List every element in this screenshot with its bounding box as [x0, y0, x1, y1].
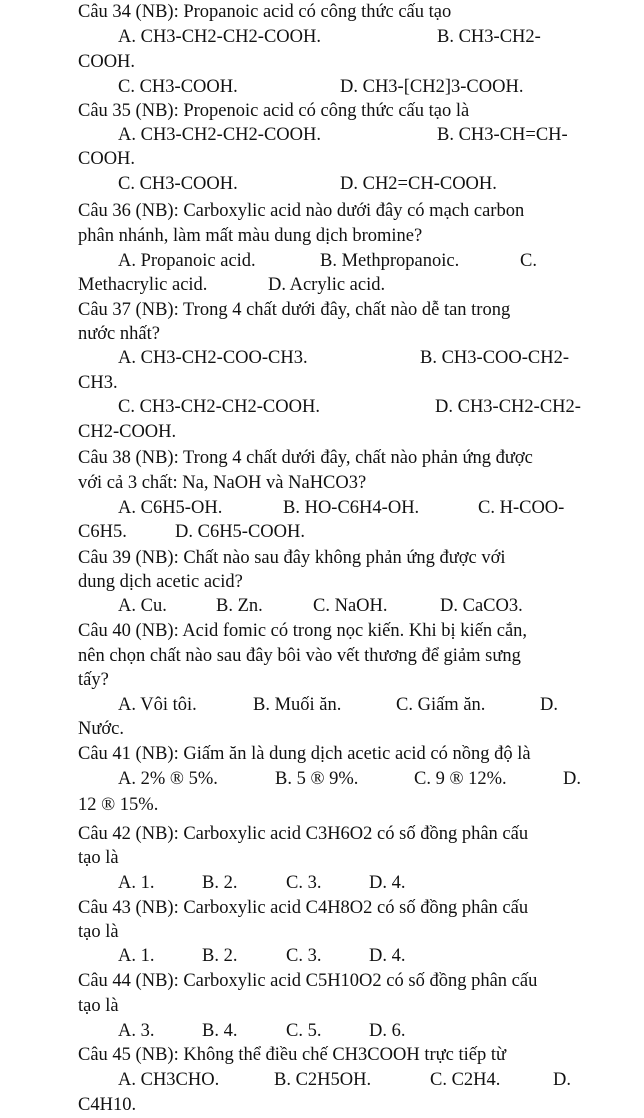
- q45-stem-text: Câu 45 (NB): Không thể điều chế CH3COOH trực tiếp từ: [78, 1045, 507, 1065]
- q41-option-d-cont-text: 12 ® 15%.: [78, 795, 159, 815]
- q35-option-c: C. CH3-COOH.: [118, 174, 238, 194]
- q45-option-c: C. C2H4.: [430, 1070, 501, 1090]
- q37-option-c: C. CH3-CH2-CH2-COOH.: [118, 397, 320, 417]
- q37-stem-line2: [0, 322, 644, 346]
- q44-stem-text2: tạo là: [78, 996, 119, 1016]
- q37-stem-text2: nước nhất?: [78, 324, 160, 344]
- q40-options: [0, 693, 644, 717]
- q44-options: [0, 1019, 644, 1043]
- q40-stem-text2: nên chọn chất nào sau đây bôi vào vết thương để giảm sưng: [78, 646, 521, 666]
- q36-options-row2: [0, 273, 644, 297]
- q38-stem-text2: với cả 3 chất: Na, NaOH và NaHCO3?: [78, 473, 367, 493]
- q34-stem: [0, 0, 644, 24]
- q35-stem: [0, 99, 644, 123]
- q39-option-c: C. NaOH.: [313, 596, 388, 616]
- q34-option-d: D. CH3-[CH2]3-COOH.: [340, 77, 524, 97]
- q40-option-d: D.: [540, 695, 558, 715]
- q41-option-a: A. 2% ® 5%.: [118, 769, 218, 789]
- q37-stem-line1: [0, 298, 644, 322]
- q38-option-a: A. C6H5-OH.: [118, 498, 223, 518]
- q45-option-d-cont: [0, 1093, 644, 1117]
- q43-stem-line1: [0, 896, 644, 920]
- q43-options: [0, 944, 644, 968]
- q38-stem-line1: [0, 446, 644, 470]
- q39-option-d: D. CaCO3.: [440, 596, 523, 616]
- q40-option-a: A. Vôi tôi.: [118, 695, 197, 715]
- q42-stem-line2: [0, 846, 644, 870]
- q43-stem-text1: Câu 43 (NB): Carboxylic acid C4H8O2 có số đồng phân cấu: [78, 898, 529, 918]
- q43-option-b: B. 2.: [202, 946, 238, 966]
- q40-stem-line1: [0, 619, 644, 643]
- q40-stem-text3: tấy?: [78, 670, 109, 690]
- q43-stem-line2: [0, 920, 644, 944]
- q34-option-a: A. CH3-CH2-CH2-COOH.: [118, 27, 321, 47]
- q37-option-b-cont: [0, 371, 644, 395]
- q34-option-b-cont-text: COOH.: [78, 52, 136, 72]
- q37-option-d: D. CH3-CH2-CH2-: [435, 397, 581, 417]
- q37-option-b: B. CH3-COO-CH2-: [420, 348, 570, 368]
- q40-option-c: C. Giấm ăn.: [396, 695, 486, 715]
- q42-option-b: B. 2.: [202, 873, 238, 893]
- q44-option-d: D. 6.: [369, 1021, 406, 1041]
- q36-stem-text1: Câu 36 (NB): Carboxylic acid nào dưới đây có mạch carbon: [78, 201, 525, 221]
- q37-stem-text1: Câu 37 (NB): Trong 4 chất dưới đây, chất nào dễ tan trong: [78, 300, 511, 320]
- q42-options: [0, 871, 644, 895]
- q45-options: [0, 1068, 644, 1092]
- q38-option-d: D. C6H5-COOH.: [175, 522, 306, 542]
- q39-stem-line2: [0, 570, 644, 594]
- q36-option-c-cont: Methacrylic acid.: [78, 275, 208, 295]
- q43-option-a: A. 1.: [118, 946, 155, 966]
- q37-option-d-cont: [0, 420, 644, 444]
- q36-stem-text2: phân nhánh, làm mất màu dung dịch bromine?: [78, 226, 423, 246]
- q35-options-row1: [0, 123, 644, 147]
- q42-stem-text2: tạo là: [78, 848, 119, 868]
- q41-options: [0, 767, 644, 791]
- q39-stem-line1: [0, 546, 644, 570]
- q45-stem: [0, 1043, 644, 1067]
- q40-stem-text1: Câu 40 (NB): Acid fomic có trong nọc kiến. Khi bị kiến cắn,: [78, 621, 528, 641]
- q36-option-c: C.: [520, 251, 537, 271]
- q41-stem: [0, 742, 644, 766]
- q35-options-row2: [0, 172, 644, 196]
- q36-stem-line1: [0, 199, 644, 223]
- q35-option-b-cont-text: COOH.: [78, 149, 136, 169]
- q38-stem-text1: Câu 38 (NB): Trong 4 chất dưới đây, chất nào phản ứng được: [78, 448, 533, 468]
- q41-option-b: B. 5 ® 9%.: [275, 769, 359, 789]
- q34-stem-text: Câu 34 (NB): Propanoic acid có công thức cấu tạo: [78, 2, 452, 22]
- q45-option-d-cont-text: C4H10.: [78, 1095, 137, 1115]
- q38-options-row2: [0, 520, 644, 544]
- q41-option-c: C. 9 ® 12%.: [414, 769, 507, 789]
- q38-option-c-cont: C6H5.: [78, 522, 127, 542]
- q38-option-b: B. HO-C6H4-OH.: [283, 498, 420, 518]
- q40-stem-line3: [0, 668, 644, 692]
- q38-stem-line2: [0, 471, 644, 495]
- q38-options-row1: [0, 496, 644, 520]
- q39-stem-text1: Câu 39 (NB): Chất nào sau đây không phản ứng được với: [78, 548, 506, 568]
- q39-stem-text2: dung dịch acetic acid?: [78, 572, 243, 592]
- q44-option-a: A. 3.: [118, 1021, 155, 1041]
- q41-stem-text: Câu 41 (NB): Giấm ăn là dung dịch acetic acid có nồng độ là: [78, 744, 531, 764]
- q43-option-d: D. 4.: [369, 946, 406, 966]
- q37-option-a: A. CH3-CH2-COO-CH3.: [118, 348, 308, 368]
- q39-options: [0, 594, 644, 618]
- q34-options-row1: [0, 25, 644, 49]
- q40-option-b: B. Muối ăn.: [253, 695, 342, 715]
- q44-option-b: B. 4.: [202, 1021, 238, 1041]
- q36-option-d: D. Acrylic acid.: [268, 275, 386, 295]
- q42-stem-line1: [0, 822, 644, 846]
- q35-stem-text: Câu 35 (NB): Propenoic acid có công thức cấu tạo là: [78, 101, 470, 121]
- q41-option-d-cont: [0, 793, 644, 817]
- q34-options-row2: [0, 75, 644, 99]
- q35-option-a: A. CH3-CH2-CH2-COOH.: [118, 125, 321, 145]
- q38-option-c: C. H-COO-: [478, 498, 565, 518]
- q35-option-d: D. CH2=CH-COOH.: [340, 174, 497, 194]
- q35-option-b-cont: [0, 147, 644, 171]
- q36-option-b: B. Methpropanoic.: [320, 251, 460, 271]
- q41-option-d: D.: [563, 769, 581, 789]
- q42-option-c: C. 3.: [286, 873, 322, 893]
- q39-option-b: B. Zn.: [216, 596, 263, 616]
- q45-option-b: B. C2H5OH.: [274, 1070, 372, 1090]
- q36-stem-line2: [0, 224, 644, 248]
- q37-options-row2: [0, 395, 644, 419]
- q35-option-b: B. CH3-CH=CH-: [437, 125, 568, 145]
- q34-option-b: B. CH3-CH2-: [437, 27, 541, 47]
- q36-option-a: A. Propanoic acid.: [118, 251, 256, 271]
- q43-stem-text2: tạo là: [78, 922, 119, 942]
- q44-stem-text1: Câu 44 (NB): Carboxylic acid C5H10O2 có số đồng phân cấu: [78, 971, 538, 991]
- q44-stem-line1: [0, 969, 644, 993]
- q37-option-b-cont-text: CH3.: [78, 373, 118, 393]
- q42-option-d: D. 4.: [369, 873, 406, 893]
- q45-option-a: A. CH3CHO.: [118, 1070, 220, 1090]
- q36-options-row1: [0, 249, 644, 273]
- q34-option-b-cont: [0, 50, 644, 74]
- q40-option-d-cont-text: Nước.: [78, 719, 125, 739]
- q45-option-d: D.: [553, 1070, 571, 1090]
- q42-option-a: A. 1.: [118, 873, 155, 893]
- q37-option-d-cont-text: CH2-COOH.: [78, 422, 177, 442]
- q40-stem-line2: [0, 644, 644, 668]
- q42-stem-text1: Câu 42 (NB): Carboxylic acid C3H6O2 có số đồng phân cấu: [78, 824, 529, 844]
- q40-option-d-cont: [0, 717, 644, 741]
- q39-option-a: A. Cu.: [118, 596, 167, 616]
- q34-option-c: C. CH3-COOH.: [118, 77, 238, 97]
- q44-stem-line2: [0, 994, 644, 1018]
- q37-options-row1: [0, 346, 644, 370]
- q43-option-c: C. 3.: [286, 946, 322, 966]
- q44-option-c: C. 5.: [286, 1021, 322, 1041]
